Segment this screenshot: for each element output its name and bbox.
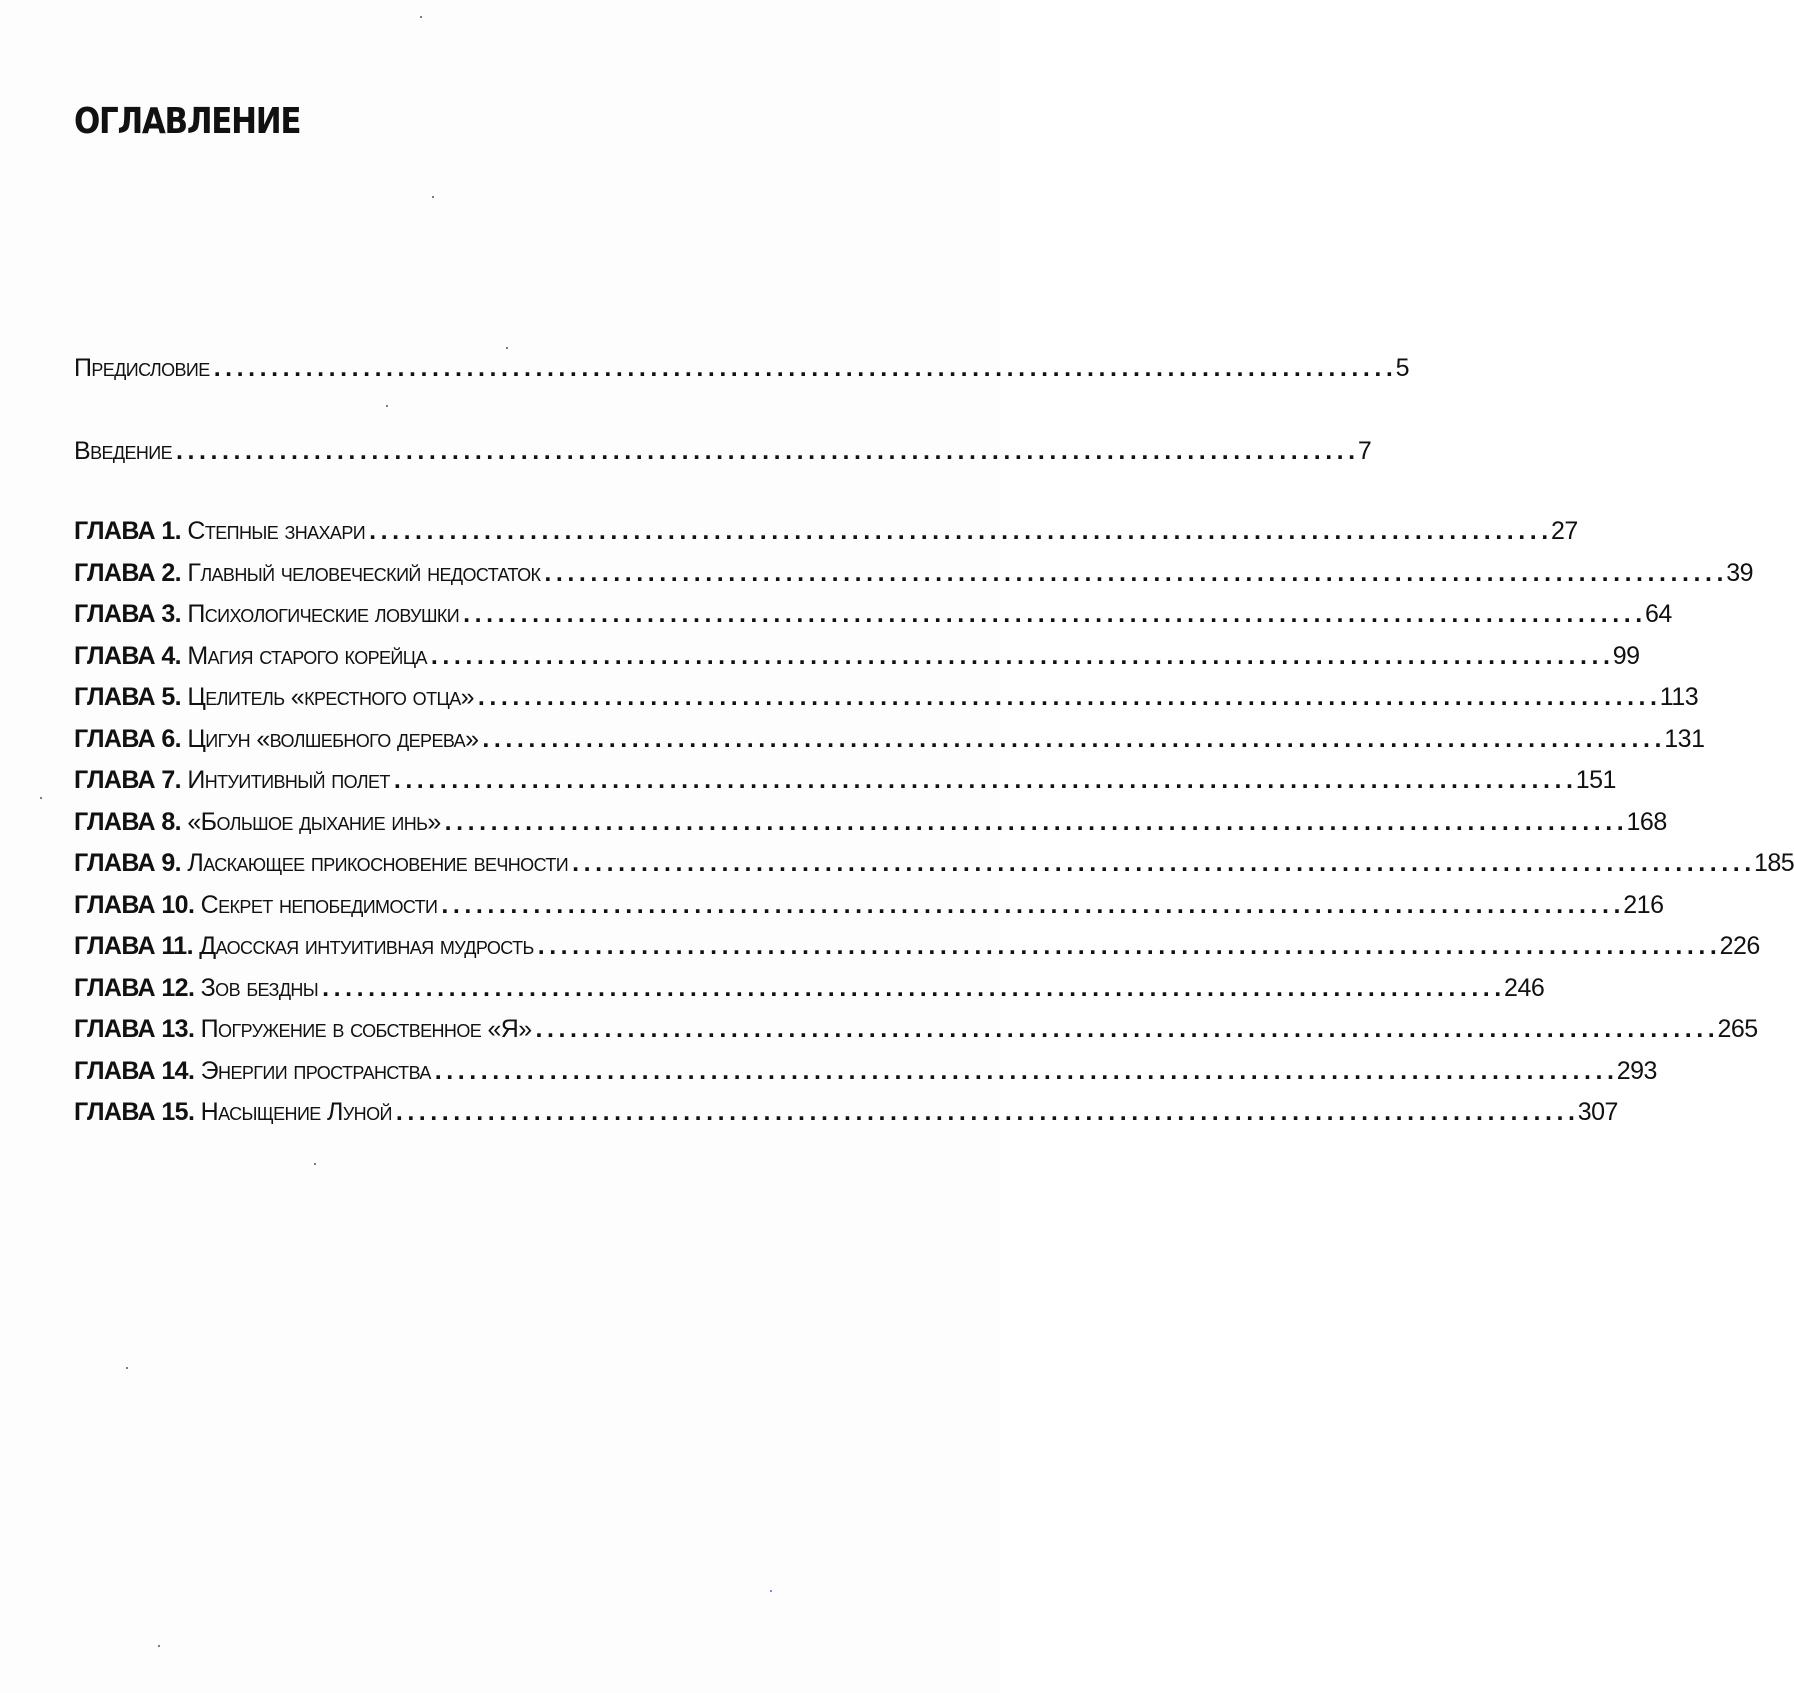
- chapter-page: 151: [1575, 766, 1616, 794]
- chapter-title: Цигун «волшебного дерева»: [187, 724, 479, 753]
- dot-leader: [431, 636, 1609, 678]
- dot-leader: [478, 677, 1656, 719]
- dot-leader: [435, 1051, 1613, 1093]
- toc-entry-chapter: [74, 677, 1699, 719]
- toc-entry-chapter: [74, 636, 1640, 678]
- toc-entry-chapter: [74, 802, 1667, 844]
- page-title: ОГЛАВЛЕНИЕ: [74, 101, 301, 142]
- chapter-number: ГЛАВА 4.: [74, 641, 182, 670]
- dot-leader: [214, 348, 1392, 390]
- toc-entry-label: Предисловие: [74, 354, 210, 382]
- toc-entry-chapter: [74, 760, 1616, 802]
- chapter-number: ГЛАВА 11.: [74, 932, 193, 960]
- toc-entry-chapter: [74, 553, 1754, 595]
- chapter-page: 39: [1726, 558, 1754, 587]
- chapter-number: ГЛАВА 5.: [74, 683, 182, 711]
- chapter-page: 265: [1717, 1015, 1758, 1043]
- toc-entry-chapter: [74, 1051, 1657, 1093]
- chapter-page: 185: [1754, 849, 1794, 877]
- scan-speck: [506, 347, 508, 349]
- chapter-number: ГЛАВА 1.: [74, 517, 182, 545]
- chapter-page: 216: [1623, 890, 1664, 919]
- toc-entry-chapter: [74, 719, 1705, 761]
- scan-speck: [770, 1590, 772, 1592]
- toc-entry-chapter: [74, 1092, 1618, 1134]
- toc-entry-page: 7: [1357, 437, 1372, 465]
- scan-speck: [158, 1645, 160, 1647]
- chapter-title: Погружение в собственное «Я»: [200, 1015, 532, 1043]
- chapter-number: ГЛАВА 15.: [74, 1098, 195, 1126]
- dot-leader: [538, 926, 1716, 968]
- chapter-title: «Большое дыхание инь»: [187, 807, 441, 836]
- toc-entry-chapter: [74, 843, 1794, 885]
- dot-leader: [441, 885, 1619, 927]
- toc-entry-chapter: [74, 926, 1760, 968]
- toc-entry-chapter: [74, 1009, 1758, 1051]
- scan-speck: [386, 405, 388, 407]
- chapter-page: 64: [1645, 600, 1672, 628]
- chapter-title: Энергии пространства: [200, 1056, 431, 1085]
- chapter-title: Психологические ловушки: [187, 600, 460, 628]
- chapter-page: 131: [1664, 724, 1705, 753]
- dot-leader: [536, 1009, 1714, 1051]
- chapter-number: ГЛАВА 7.: [74, 766, 182, 794]
- chapter-number: ГЛАВА 3.: [74, 600, 182, 628]
- dot-leader: [572, 843, 1750, 885]
- toc-entry-chapter: [74, 968, 1545, 1010]
- dot-leader: [176, 431, 1354, 473]
- toc-entry-label: Введение: [74, 437, 173, 465]
- scan-speck: [126, 1367, 128, 1369]
- dot-leader: [322, 968, 1500, 1010]
- chapter-number: ГЛАВА 8.: [74, 807, 182, 836]
- chapter-number: ГЛАВА 12.: [74, 973, 195, 1002]
- toc-entry-page: 5: [1395, 354, 1409, 382]
- dot-leader: [394, 760, 1572, 802]
- dot-leader: [482, 719, 1660, 761]
- toc-entry-chapter: [74, 594, 1672, 636]
- chapter-number: ГЛАВА 14.: [74, 1056, 195, 1085]
- chapter-number: ГЛАВА 2.: [74, 558, 182, 587]
- chapter-page: 293: [1616, 1056, 1657, 1085]
- chapter-number: ГЛАВА 13.: [74, 1015, 195, 1043]
- chapter-number: ГЛАВА 6.: [74, 724, 182, 753]
- chapter-page: 246: [1504, 973, 1545, 1002]
- chapter-title: Степные знахари: [187, 517, 366, 545]
- scan-speck: [40, 797, 42, 799]
- dot-leader: [369, 511, 1547, 553]
- chapter-page: 113: [1659, 683, 1699, 711]
- toc-entry-chapter: [74, 885, 1664, 927]
- chapter-page: 168: [1626, 807, 1667, 836]
- chapter-title: Главный человеческий недостаток: [187, 558, 541, 587]
- chapter-number: ГЛАВА 9.: [74, 849, 182, 877]
- chapter-title: Целитель «крестного отца»: [187, 683, 474, 711]
- chapter-title: Насыщение Луной: [200, 1098, 392, 1126]
- toc-entry-preface: [74, 348, 1409, 390]
- chapter-title: Магия старого корейца: [187, 641, 427, 670]
- chapter-title: Секрет непобедимости: [200, 890, 438, 919]
- chapter-page: 99: [1612, 641, 1640, 670]
- chapter-number: ГЛАВА 10.: [74, 890, 195, 919]
- front-matter-list: [74, 348, 1409, 514]
- scan-speck: [420, 16, 422, 18]
- chapter-title: Зов бездны: [200, 973, 319, 1002]
- chapter-page: 27: [1550, 517, 1578, 545]
- dot-leader: [463, 594, 1641, 636]
- dot-leader: [544, 553, 1722, 595]
- scan-speck: [314, 1163, 316, 1165]
- toc-entry-chapter: [74, 511, 1578, 553]
- chapter-list: [74, 511, 1794, 1134]
- chapter-title: Даосская интуитивная мудрость: [199, 932, 534, 960]
- chapter-title: Интуитивный полет: [187, 766, 390, 794]
- dot-leader: [445, 802, 1623, 844]
- chapter-page: 307: [1577, 1098, 1618, 1126]
- dot-leader: [396, 1092, 1574, 1134]
- scan-speck: [432, 196, 434, 198]
- toc-entry-introduction: [74, 431, 1372, 473]
- chapter-page: 226: [1719, 932, 1760, 960]
- chapter-title: Ласкающее прикосновение вечности: [187, 849, 569, 877]
